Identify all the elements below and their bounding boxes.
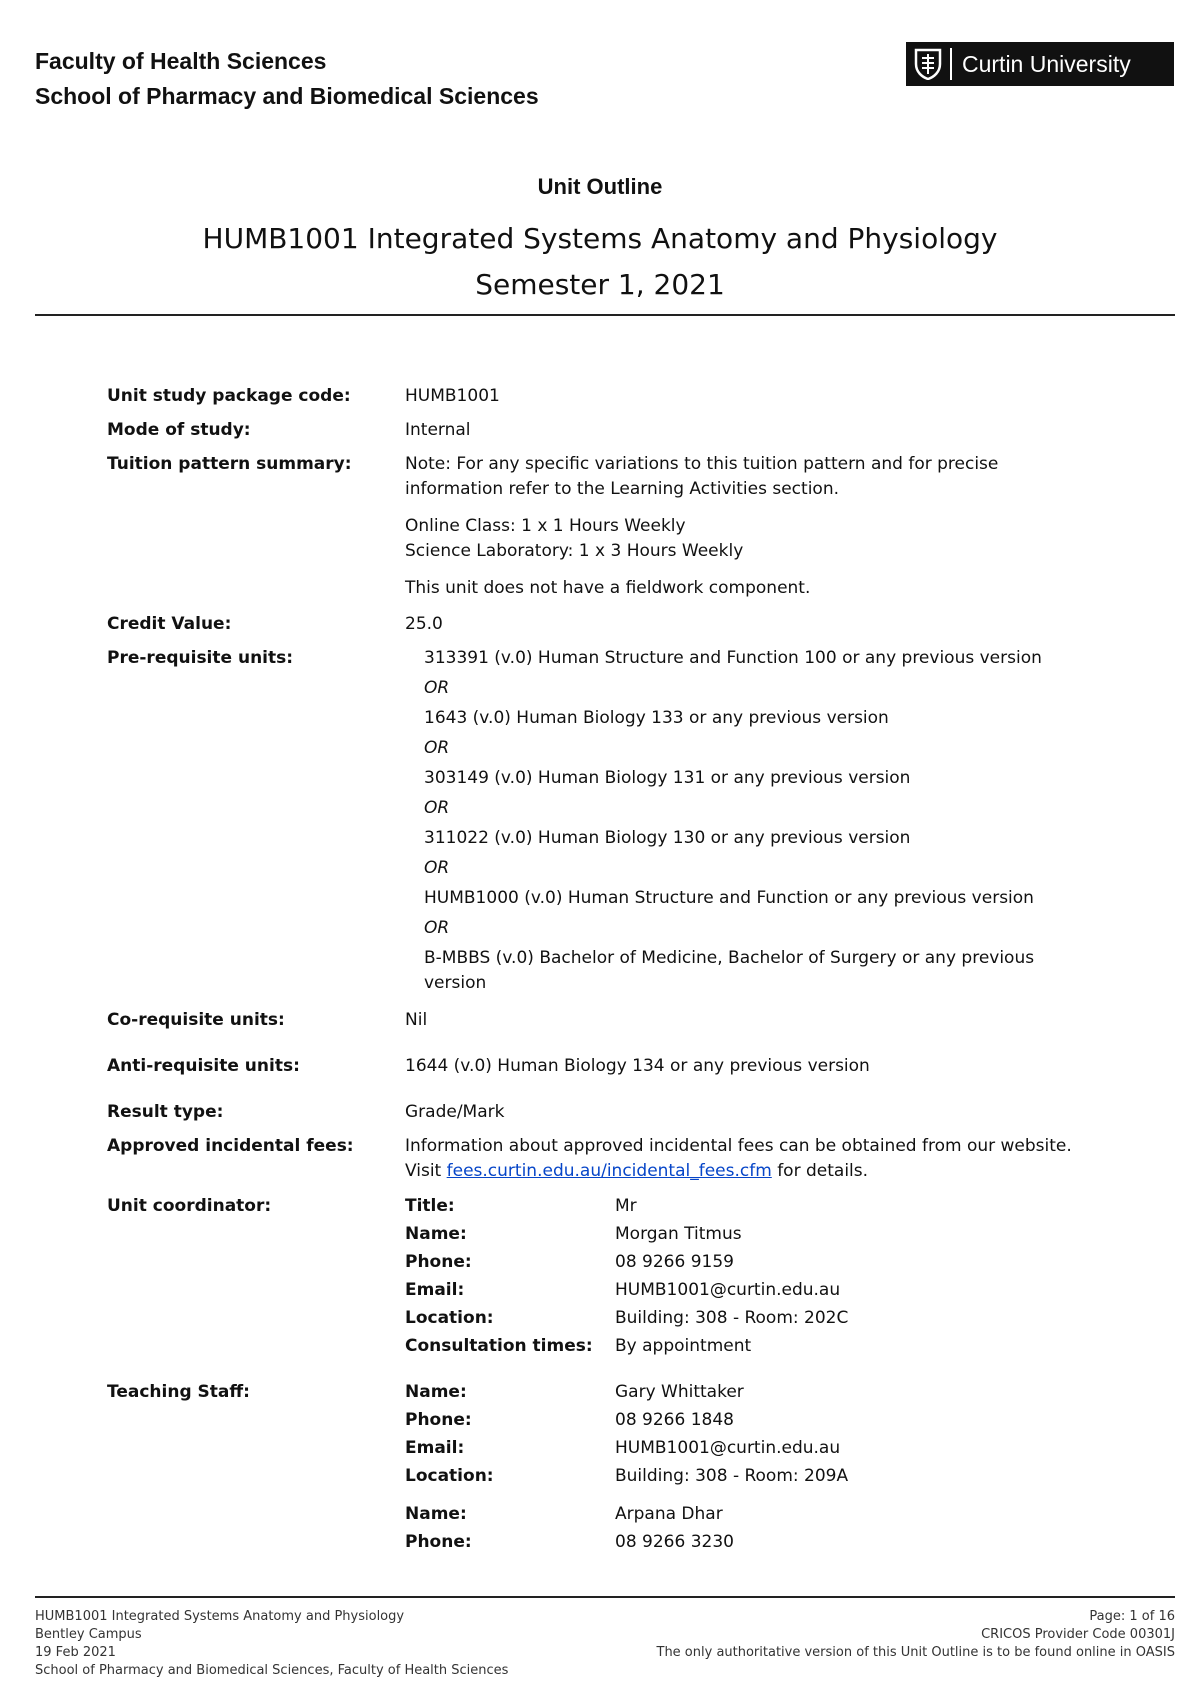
mode-value: Internal [405,420,471,440]
fees-value [405,1134,1085,1184]
prereq-or: OR [424,678,450,698]
code-label: Unit study package code: [107,386,351,406]
prereq-or: OR [424,738,450,758]
footer-school: School of Pharmacy and Biomedical Sciences, Faculty of Health Sciences [35,1663,509,1678]
tuition-note-2: information refer to the Learning Activities section. [405,479,839,499]
tuition-label: Tuition pattern summary: [107,454,352,474]
prereq-item: 311022 (v.0) Human Biology 130 or any previous version [424,828,911,848]
coreq-value: Nil [405,1010,428,1030]
unit-title: HUMB1001 Integrated Systems Anatomy and Physiology [202,222,998,255]
prereq-or: OR [424,798,450,818]
tuition-online: Online Class: 1 x 1 Hours Weekly [405,516,686,536]
school-name: School of Pharmacy and Biomedical Sciences [35,83,539,109]
fees-after: for details. [771,1161,869,1181]
footer-authoritative: The only authoritative version of this Unit Outline is to be found online in OASIS [656,1645,1175,1660]
coordinator-label: Unit coordinator: [107,1196,272,1216]
row-coordinator: Unit coordinator: Title: Mr Name: Morgan Titmus Phone: 08 9266 9159 Email: HUMB1001@curtin.edu.au Location: Building: 308 - Room: 202C Consultation times: By appointment [107,1196,849,1356]
footer-cricos: CRICOS Provider Code 00301J [981,1627,1175,1642]
faculty-header [35,44,539,114]
semester-title: Semester 1, 2021 [475,268,725,301]
prereq-list [424,646,1124,996]
footer-divider [35,1596,1175,1598]
footer-campus: Bentley Campus [35,1627,142,1642]
crest-icon [906,42,950,86]
fees-label: Approved incidental fees: [107,1136,354,1156]
row-teaching: Teaching Staff: Name: Gary Whittaker Phone: 08 9266 1848 Email: HUMB1001@curtin.edu.au Location: Building: 308 - Room: 209A Name: Arpana Dhar Phone: 08 9266 3230 [107,1382,849,1552]
footer-date: 19 Feb 2021 [35,1645,116,1660]
mode-label: Mode of study: [107,420,251,440]
tuition-value [405,452,1085,601]
coreq-label: Co-requisite units: [107,1010,285,1030]
tuition-note-1: Note: For any specific variations to this tuition pattern and for precise [405,454,999,474]
antireq-value: 1644 (v.0) Human Biology 134 or any previous version [405,1056,870,1076]
result-value: Grade/Mark [405,1102,505,1122]
credit-value: 25.0 [405,614,443,634]
top-divider [35,314,1175,316]
footer-page: Page: 1 of 16 [1089,1609,1175,1624]
credit-label: Credit Value: [107,614,232,634]
prereq-item: 1643 (v.0) Human Biology 133 or any previous version [424,708,889,728]
tuition-lab: Science Laboratory: 1 x 3 Hours Weekly [405,541,744,561]
prereq-label: Pre-requisite units: [107,648,294,668]
prereq-or: OR [424,858,450,878]
footer-left [35,1608,508,1680]
antireq-label: Anti-requisite units: [107,1056,300,1076]
curtin-logo [906,42,1174,86]
fees-link[interactable]: fees.curtin.edu.au/incidental_fees.cfm [446,1161,772,1181]
result-label: Result type: [107,1102,224,1122]
logo-text: Curtin University [962,50,1131,77]
prereq-item: 313391 (v.0) Human Structure and Function 100 or any previous version [424,648,1042,668]
prereq-last-line-2: version [424,973,487,993]
tuition-fieldwork: This unit does not have a fieldwork component. [405,578,811,598]
footer-right [657,1608,1176,1662]
fees-line-2 [405,1159,1085,1184]
teaching-label: Teaching Staff: [107,1382,250,1402]
fees-visit: Visit [405,1161,447,1181]
prereq-item: 303149 (v.0) Human Biology 131 or any previous version [424,768,911,788]
footer-unit: HUMB1001 Integrated Systems Anatomy and Physiology [35,1609,405,1624]
prereq-or: OR [424,918,450,938]
prereq-last-line-1: B-MBBS (v.0) Bachelor of Medicine, Bachelor of Surgery or any previous [424,948,1035,968]
prereq-item: HUMB1000 (v.0) Human Structure and Function or any previous version [424,888,1034,908]
faculty-name: Faculty of Health Sciences [35,48,327,74]
fees-line-1: Information about approved incidental fees can be obtained from our website. [405,1136,1072,1156]
code-value: HUMB1001 [405,386,500,406]
doc-heading: Unit Outline [537,174,663,199]
